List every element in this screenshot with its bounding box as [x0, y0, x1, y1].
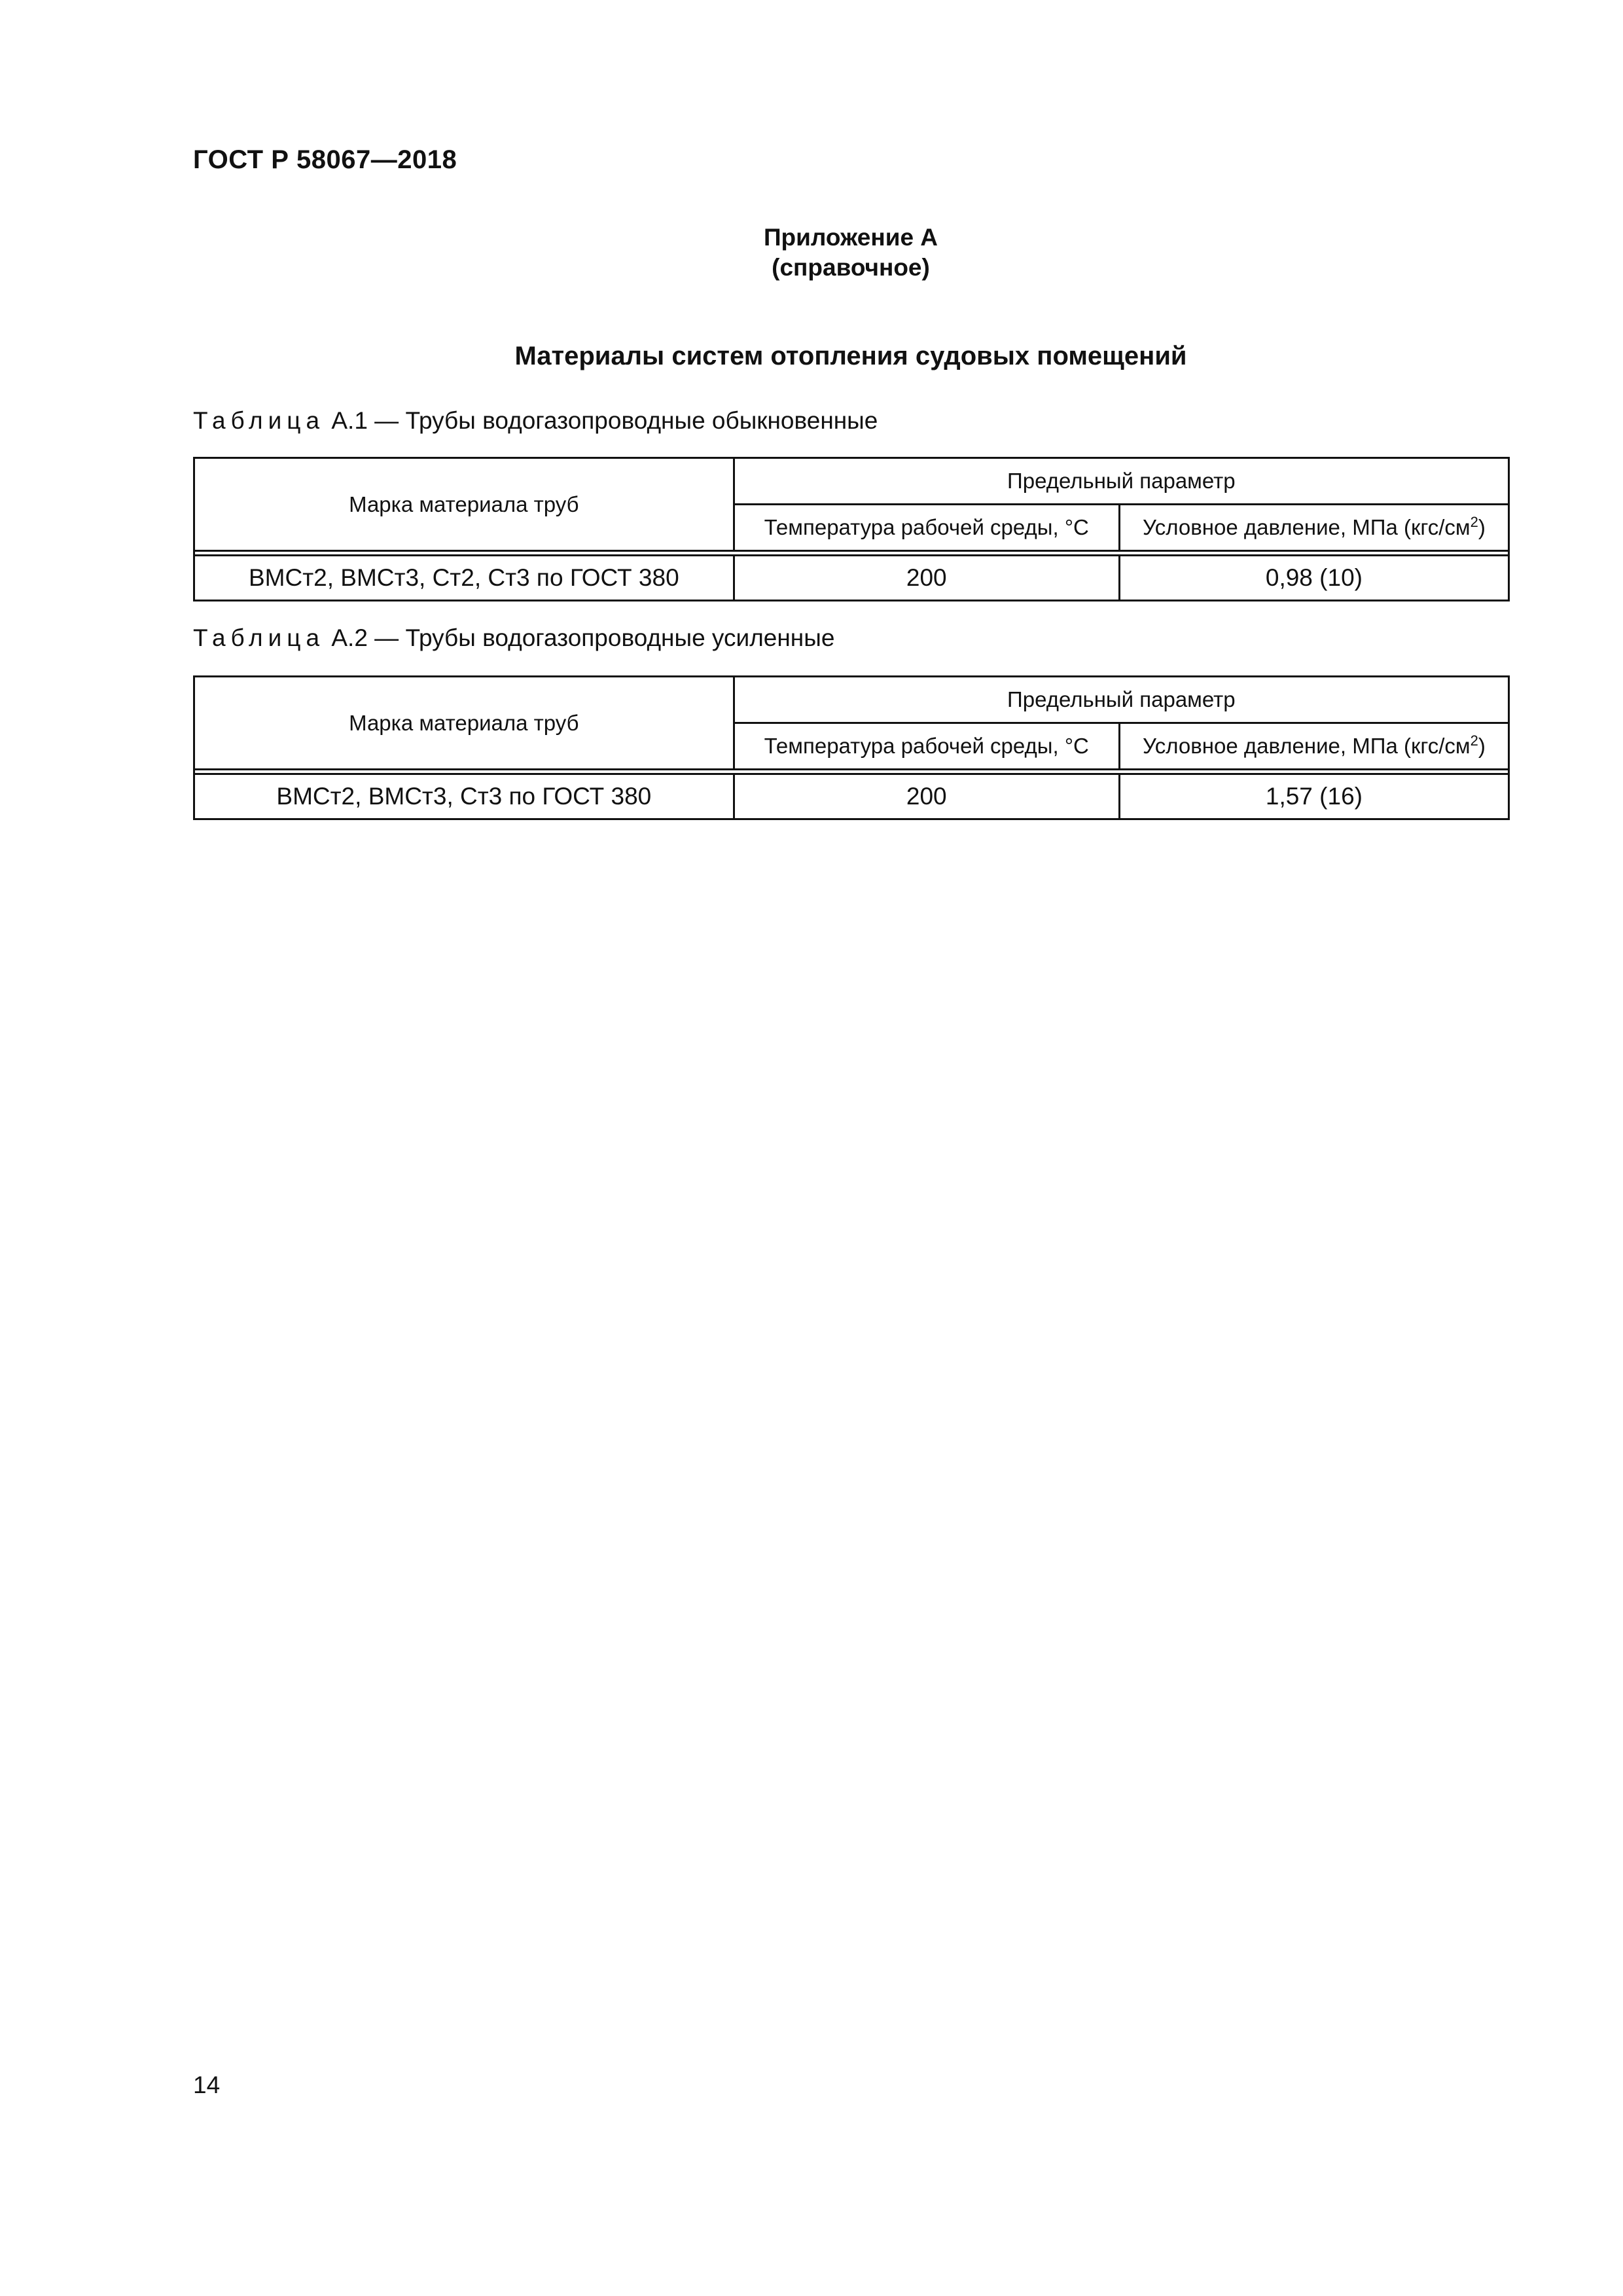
table-caption-word: Таблица: [193, 624, 325, 651]
cell-pressure: 1,57 (16): [1119, 774, 1508, 819]
table-caption-word: Таблица: [193, 407, 325, 434]
appendix-note: (справочное): [772, 254, 930, 281]
header-temperature: Температура рабочей среды, °C: [734, 505, 1119, 551]
cell-material: ВМСт2, ВМСт3, Ст3 по ГОСТ 380: [194, 774, 734, 819]
table-caption-text: А.2 — Трубы водогазопроводные усиленные: [331, 624, 835, 651]
cell-pressure: 0,98 (10): [1119, 556, 1508, 601]
table-caption-text: А.1 — Трубы водогазопроводные обыкновенные: [331, 407, 878, 434]
appendix-title: Приложение А: [763, 224, 938, 251]
header-limit-parameter: Предельный параметр: [734, 458, 1508, 505]
header-separator: [194, 770, 1509, 774]
table-row: [194, 774, 1509, 819]
page-number: 14: [193, 2072, 221, 2098]
document-code: ГОСТ Р 58067—2018: [193, 145, 457, 174]
cell-temperature: 200: [734, 774, 1119, 819]
header-material: Марка материала труб: [194, 458, 734, 551]
header-temperature: Температура рабочей среды, °C: [734, 723, 1119, 770]
table-caption-a1: [193, 407, 878, 435]
cell-temperature: 200: [734, 556, 1119, 601]
table-a2: [193, 675, 1510, 820]
table-a1: [193, 457, 1510, 601]
table-row: [194, 556, 1509, 601]
header-pressure: Условное давление, МПа $(кгс/см^2)$: [1119, 723, 1508, 770]
header-limit-parameter: Предельный параметр: [734, 677, 1508, 723]
header-pressure: Условное давление, МПа $(кгс/см^2)$: [1119, 505, 1508, 551]
section-title: Материалы систем отопления судовых помещений: [514, 342, 1187, 370]
header-material: Марка материала труб: [194, 677, 734, 770]
cell-material: ВМСт2, ВМСт3, Ст2, Ст3 по ГОСТ 380: [194, 556, 734, 601]
header-separator: [194, 551, 1509, 556]
table-caption-a2: [193, 624, 834, 652]
